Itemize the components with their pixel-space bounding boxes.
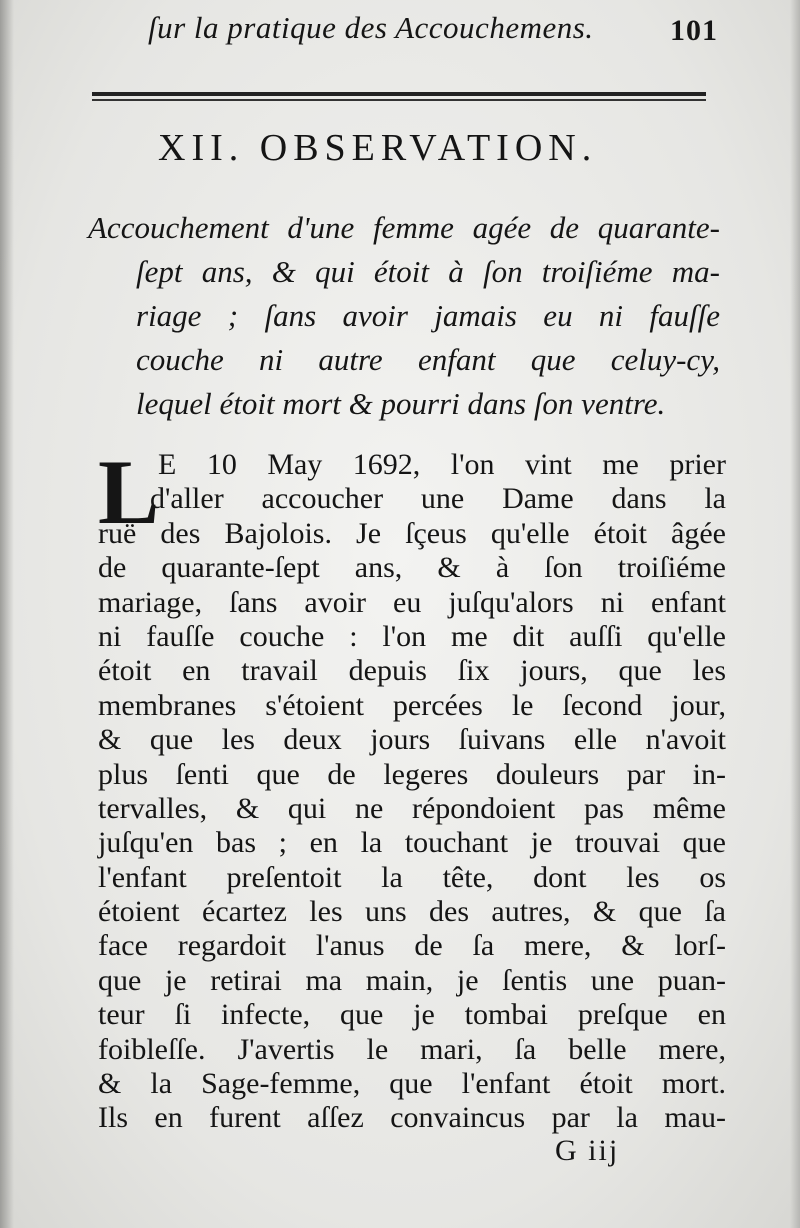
signature-mark: G iij bbox=[555, 1134, 620, 1167]
body-line: étoit en travail depuis ſix jours, que les bbox=[98, 654, 726, 688]
body-text bbox=[98, 441, 726, 1136]
body-line: face regardoit l'anus de ſa mere, & lorſ- bbox=[98, 929, 726, 963]
body-line: E 10 May 1692, l'on vint me prier bbox=[158, 448, 726, 481]
body-line: foibleſſe. J'avertis le mari, ſa belle mere, bbox=[98, 1032, 726, 1066]
body-line: membranes s'étoient percées le ſecond jour, bbox=[98, 688, 726, 722]
header-rule-thick bbox=[92, 92, 706, 96]
subtitle-line: couche ni autre enfant que celuy-cy, bbox=[136, 342, 720, 377]
body-line: & la Sage-femme, que l'enfant étoit mort. bbox=[98, 1067, 726, 1101]
body-line: tervalles, & qui ne répondoient pas même bbox=[98, 791, 726, 825]
subtitle-line: lequel étoit mort & pourri dans ſon ventre. bbox=[136, 386, 666, 421]
page-edge-shadow-right bbox=[790, 0, 800, 1228]
page-number: 101 bbox=[670, 14, 718, 47]
body-line: & que les deux jours ſuivans elle n'avoit bbox=[98, 723, 726, 757]
body-line: que je retirai ma main, je ſentis une puan- bbox=[98, 963, 726, 997]
drop-cap: L bbox=[98, 441, 160, 543]
subtitle-line: ſept ans, & qui étoit à ſon troiſiéme ma- bbox=[136, 254, 720, 289]
observation-subtitle bbox=[80, 206, 720, 426]
body-line: plus ſenti que de legeres douleurs par in- bbox=[98, 757, 726, 791]
body-line: d'aller accoucher une Dame dans la bbox=[150, 482, 726, 516]
body-line: teur ſi infecte, que je tombai preſque en bbox=[98, 998, 726, 1032]
body-line: mariage, ſans avoir eu juſqu'alors ni enfant bbox=[98, 585, 726, 619]
observation-heading: XII. OBSERVATION. bbox=[158, 127, 598, 169]
body-line: de quarante-ſept ans, & à ſon troiſiéme bbox=[98, 551, 726, 585]
header-rule-thin bbox=[92, 99, 706, 101]
subtitle-line: riage ; ſans avoir jamais eu ni fauſſe bbox=[136, 298, 720, 333]
body-line: l'enfant preſentoit la tête, dont les os bbox=[98, 860, 726, 894]
body-line: juſqu'en bas ; en la touchant je trouvai que bbox=[98, 826, 726, 860]
body-line: étoient écartez les uns des autres, & que ſa bbox=[98, 895, 726, 929]
body-line: ni fauſſe couche : l'on me dit auſſi qu'elle bbox=[98, 619, 726, 653]
page-edge-shadow-left bbox=[0, 0, 14, 1228]
subtitle-line: Accouchement d'une femme agée de quarante- bbox=[88, 210, 720, 245]
body-line: Ils en furent aſſez convaincus par la mau- bbox=[98, 1101, 726, 1135]
running-head: ſur la pratique des Accouchemens. bbox=[148, 10, 594, 45]
header-rule bbox=[92, 92, 706, 102]
body-line: ruë des Bajolois. Je ſçeus qu'elle étoit âgée bbox=[98, 516, 726, 550]
